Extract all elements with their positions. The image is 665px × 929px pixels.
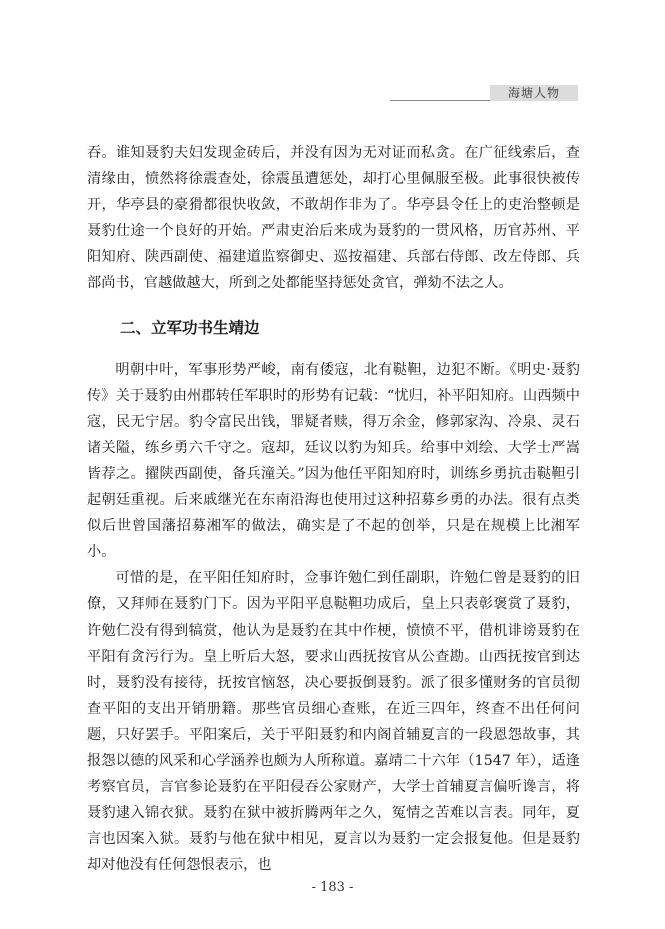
section-heading: 二、立军功书生靖边 [120,317,260,337]
page-number: - 183 - [311,880,354,895]
paragraph: 明朝中叶，军事形势严峻，南有倭寇，北有鞑靼，边犯不断。《明史·聂豹传》关于聂豹由州郡转任军职时的形势有记载：“忧归，补平阳知府。山西频中寇，民无宁居。豹令富民出钱，罪疑者赎，得万余金，修郭家沟、冷泉、灵石诸关隘，练乡勇六千守之。寇却，廷议以豹为知兵。给事中刘绘、大学士严嵩皆荐之。擢陕西副使，备兵潼关。”因为他任平阳知府时，训练乡勇抗击鞑靼引起朝廷重视。后来戚继光在东南沿海也使用过这种招募乡勇的办法。很有点类似后世曾国藩招募湘军的做法，确实是了不起的创举，只是在规模上比湘军小。 [87,361,580,561]
paragraph-continuation: 吞。谁知聂豹夫妇发现金砖后，并没有因为无对证而私贪。在广征线索后，查清缘由，愤然将徐震查处，徐震虽遭惩处，却打心里佩服至极。此事很快被传开，华亭县的豪猾都很快收敛，不敢胡作非为了。华亭县令任上的吏治整顿是聂豹仕途一个良好的开始。严肃吏治后来成为聂豹的一贯风格，历官苏州、平阳知府、陕西副使、福建道监察御史、巡按福建、兵部右侍郎、改左侍郎、兵部尚书，官越做越大，所到之处都能坚持惩处贪官，弹劾不法之人。 [87,145,580,292]
running-header: 海塘人物 [490,85,578,101]
paragraph: 可惜的是，在平阳任知府时，佥事许勉仁到任副职，许勉仁曾是聂豹的旧僚，又拜师在聂豹门下。因为平阳平息鞑靼功成后，皇上只表彰褒赏了聂豹，许勉仁没有得到犒赏，他认为是聂豹在其中作梗，愤愤不平，借机诽谤聂豹在平阳有贪污行为。皇上听后大怒，要求山西抚按官从公查勘。山西抚按官到达时，聂豹没有接待，抚按官恼怒，决心要扳倒聂豹。派了很多懂财务的官员彻查平阳的支出开销册籍。那些官员细心查账，在近三四年，终查不出任何问题，只好罢手。平阳案后，关于平阳聂豹和内阁首辅夏言的一段恩怨故事，其报怨以德的风采和心学涵养也颇为人所称道。嘉靖二十六年（1547 年），适逢考察官员，言官参论聂豹在平阳侵吞公家财产，大学士首辅夏言偏听谗言，将聂豹逮入锦衣狱。聂豹在狱中被折腾两年之久，冤情之苦难以言表。同年，夏言也因案入狱。聂豹与他在狱中相见，夏言以为聂豹一定会报复他。但是聂豹却对他没有任何怨恨表示，也 [87,570,580,874]
page-body [87,140,580,878]
